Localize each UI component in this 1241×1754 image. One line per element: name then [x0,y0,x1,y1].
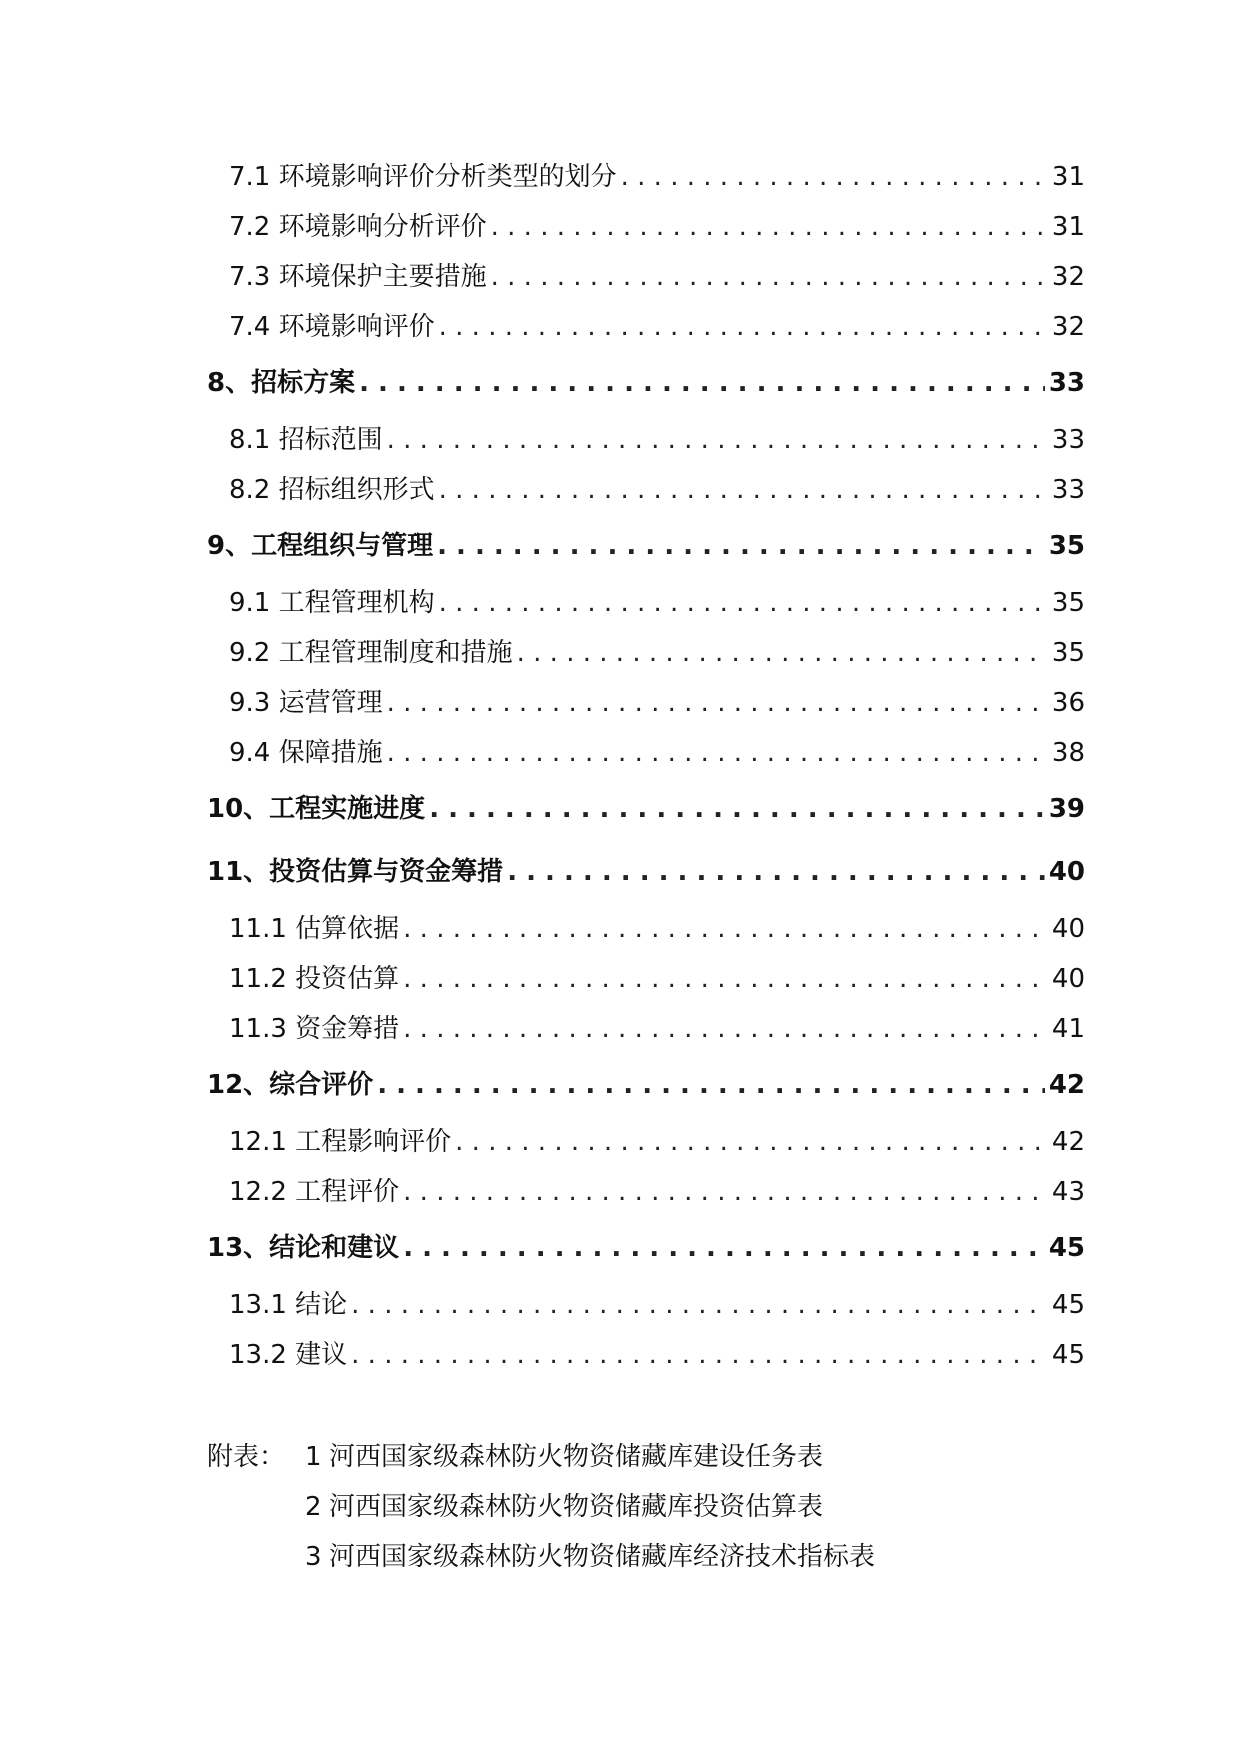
toc-leader-dots [439,578,1048,628]
toc-page-number: 35 [1048,531,1085,561]
toc-leader-dots [377,1054,1045,1117]
toc-entry-title: 12.2 工程评价 [229,1177,400,1207]
toc-section-entry[interactable] [207,1167,1085,1217]
toc-section-entry[interactable] [207,728,1085,778]
toc-leader-dots [359,352,1045,415]
toc-page-number: 33 [1048,368,1085,398]
toc-page-number: 35 [1051,588,1085,618]
appendix-item [207,1432,875,1482]
toc-entry-title: 9.4 保障措施 [229,738,383,768]
toc-chapter-entry[interactable] [207,515,1085,578]
toc-entry-title: 12、综合评价 [207,1070,374,1100]
appendix-item [207,1532,875,1582]
toc-entry-title: 13、结论和建议 [207,1233,400,1263]
toc-page-number: 40 [1051,914,1085,944]
toc-page-number: 38 [1051,738,1085,768]
toc-page-number: 45 [1048,1233,1085,1263]
toc-entry-title: 13.1 结论 [229,1290,348,1320]
toc-entry-title: 10、工程实施进度 [207,794,426,824]
toc-chapter-entry[interactable] [207,352,1085,415]
toc-page-number: 32 [1051,312,1085,342]
toc-page-number: 45 [1051,1290,1085,1320]
toc-leader-dots [403,1004,1048,1054]
toc-entry-title: 9.3 运营管理 [229,688,383,718]
toc-leader-dots [403,904,1048,954]
toc-section-entry[interactable] [207,1117,1085,1167]
toc-entry-title: 11、投资估算与资金筹措 [207,857,504,887]
appendix-list [207,1432,875,1582]
toc-section-entry[interactable] [207,152,1085,202]
toc-leader-dots [351,1330,1048,1380]
toc-section-entry[interactable] [207,415,1085,465]
toc-leader-dots [403,1167,1048,1217]
toc-entry-title: 9、工程组织与管理 [207,531,434,561]
toc-leader-dots [439,302,1048,352]
appendix-item-number: 2 [305,1492,322,1522]
toc-chapter-entry[interactable] [207,1054,1085,1117]
toc-page-number: 42 [1048,1070,1085,1100]
appendix-item-title: 河西国家级森林防火物资储藏库经济技术指标表 [329,1542,876,1572]
toc-entry-title: 11.3 资金筹措 [229,1014,400,1044]
toc-page-number: 40 [1048,857,1085,887]
toc-section-entry[interactable] [207,578,1085,628]
toc-page-number: 32 [1051,262,1085,292]
toc-page-number: 33 [1051,425,1085,455]
toc-leader-dots [621,152,1048,202]
toc-page-number: 33 [1051,475,1085,505]
toc-entry-title: 8、招标方案 [207,368,356,398]
toc-page-number: 42 [1051,1127,1085,1157]
toc-leader-dots [491,252,1048,302]
toc-section-entry[interactable] [207,678,1085,728]
toc-leader-dots [507,841,1045,904]
toc-page-number: 45 [1051,1340,1085,1370]
appendix-item-title: 河西国家级森林防火物资储藏库投资估算表 [329,1492,824,1522]
toc-page-number: 39 [1048,794,1085,824]
toc-page-number: 43 [1051,1177,1085,1207]
toc-section-entry[interactable] [207,954,1085,1004]
toc-leader-dots [491,202,1048,252]
toc-page-number: 31 [1051,162,1085,192]
toc-entry-title: 7.4 环境影响评价 [229,312,435,342]
toc-entry-title: 7.3 环境保护主要措施 [229,262,487,292]
toc-section-entry[interactable] [207,252,1085,302]
toc-entry-title: 7.1 环境影响评价分析类型的划分 [229,162,617,192]
toc-section-entry[interactable] [207,1280,1085,1330]
toc-entry-title: 12.1 工程影响评价 [229,1127,452,1157]
appendix-label: 附表： [207,1442,286,1472]
appendix-item-number: 1 [305,1442,322,1472]
toc-leader-dots [437,515,1045,578]
toc-entry-title: 11.2 投资估算 [229,964,400,994]
toc-section-entry[interactable] [207,302,1085,352]
toc-page-number: 36 [1051,688,1085,718]
toc-chapter-entry[interactable] [207,841,1085,904]
toc-section-entry[interactable] [207,628,1085,678]
appendix-item-number: 3 [305,1542,322,1572]
toc-chapter-entry[interactable] [207,778,1085,841]
toc-leader-dots [387,415,1048,465]
appendix-item [207,1482,875,1532]
toc-entry-title: 11.1 估算依据 [229,914,400,944]
toc-page-number: 41 [1051,1014,1085,1044]
appendix-item-title: 河西国家级森林防火物资储藏库建设任务表 [329,1442,824,1472]
toc-section-entry[interactable] [207,1004,1085,1054]
toc-page-number: 35 [1051,638,1085,668]
toc-leader-dots [387,728,1048,778]
toc-section-entry[interactable] [207,904,1085,954]
toc-page-number: 40 [1051,964,1085,994]
table-of-contents [207,152,1085,1380]
toc-leader-dots [455,1117,1048,1167]
toc-leader-dots [517,628,1048,678]
toc-leader-dots [429,778,1045,841]
toc-page-number: 31 [1051,212,1085,242]
toc-section-entry[interactable] [207,202,1085,252]
toc-leader-dots [403,1217,1045,1280]
toc-entry-title: 9.2 工程管理制度和措施 [229,638,513,668]
toc-entry-title: 8.1 招标范围 [229,425,383,455]
toc-entry-title: 8.2 招标组织形式 [229,475,435,505]
toc-leader-dots [403,954,1048,1004]
toc-section-entry[interactable] [207,465,1085,515]
toc-entry-title: 7.2 环境影响分析评价 [229,212,487,242]
toc-entry-title: 9.1 工程管理机构 [229,588,435,618]
toc-chapter-entry[interactable] [207,1217,1085,1280]
toc-leader-dots [387,678,1048,728]
toc-leader-dots [439,465,1048,515]
toc-entry-title: 13.2 建议 [229,1340,348,1370]
toc-leader-dots [351,1280,1048,1330]
toc-section-entry[interactable] [207,1330,1085,1380]
